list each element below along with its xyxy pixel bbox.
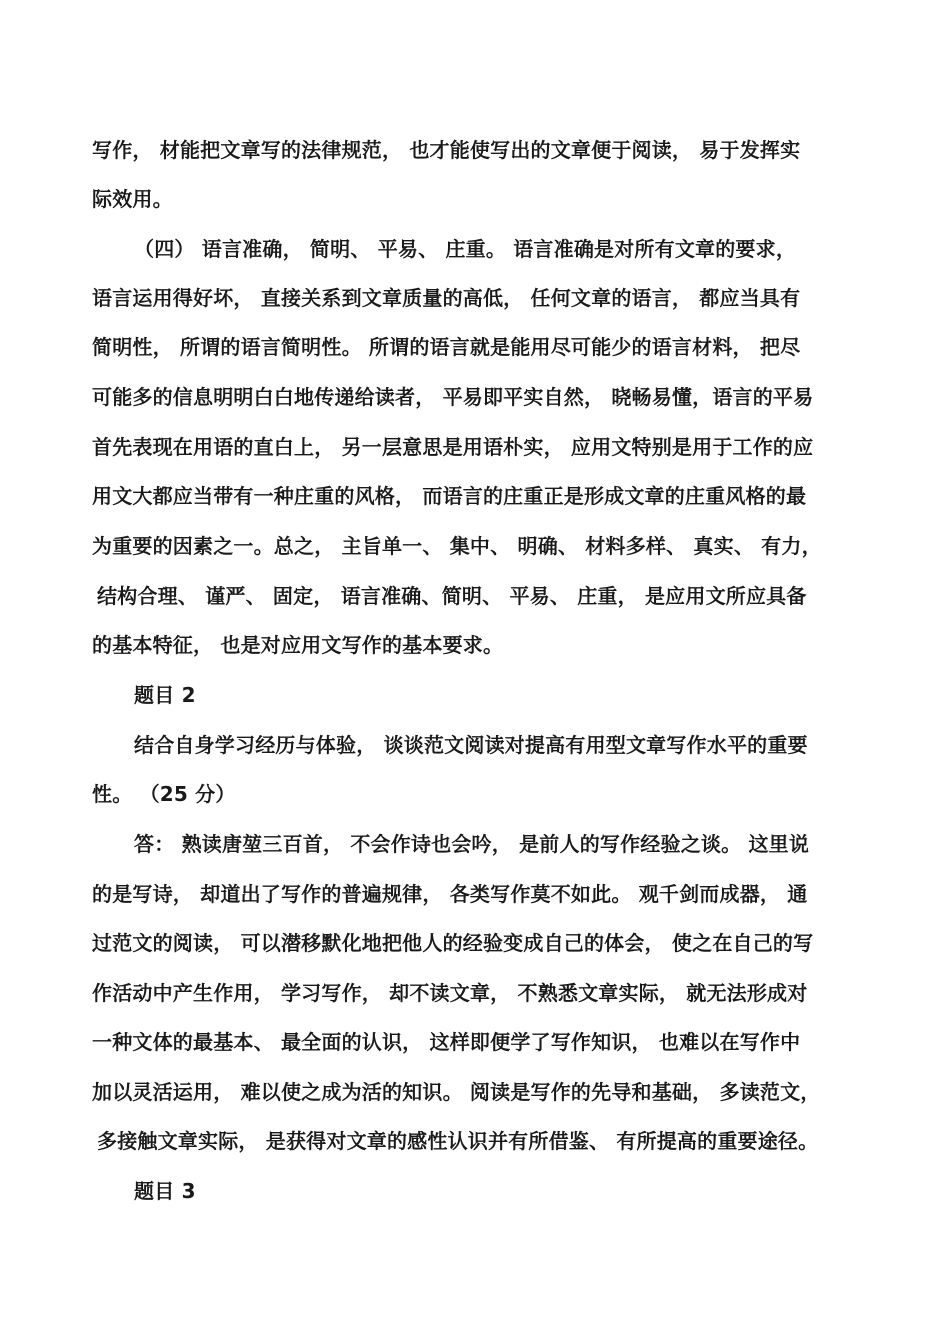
question-text: 结合自身学习经历与体验， 谈谈范文阅读对提高有用型文章写作水平的重要 [134,733,808,757]
question-title: 题目 2 [134,683,196,707]
text-line: 的基本特征， 也是对应用文写作的基本要求。 [92,633,504,657]
text-line: 简明性， 所谓的语言简明性。 所谓的语言就是能用尽可能少的语言材料， 把尽 [92,335,801,359]
text-line: 首先表现在用语的直白上， 另一层意思是用语朴实， 应用文特别是用于工作的应 [92,435,814,459]
answer-text: 答： 熟读唐堃三百首， 不会作诗也会吟， 是前人的写作经验之谈。 这里说 [134,832,810,856]
text-line: 可能多的信息明明白白地传递给读者， 平易即平实自然， 晓畅易懂，语言的平易 [92,385,814,409]
text-line: 用文大都应当带有一种庄重的风格， 而语言的庄重正是形成文章的庄重风格的最 [92,484,807,508]
question-title: 题目 3 [134,1179,196,1203]
text-line: 写作， 材能把文章写的法律规范， 也才能使写出的文章便于阅读， 易于发挥实 [92,138,801,162]
answer-text: 过范文的阅读， 可以潜移默化地把他人的经验变成自己的体会， 使之在自己的写 [92,931,814,955]
answer-text: 多接触文章实际， 是获得对文章的感性认识并有所借鉴、 有所提高的重要途径。 [97,1129,819,1153]
answer-text: 加以灵活运用， 难以使之成为活的知识。 阅读是写作的先导和基础， 多读范文， [92,1080,821,1104]
answer-text: 一种文体的最基本、 最全面的认识， 这样即便学了写作知识， 也难以在写作中 [92,1030,801,1054]
answer-text: 作活动中产生作用， 学习写作， 却不读文章， 不熟悉文章实际， 就无法形成对 [92,981,808,1005]
text-line: 语言运用得好坏， 直接关系到文章质量的高低， 任何文章的语言， 都应当具有 [92,286,801,310]
question-text: 性。 （25 分） [92,782,236,806]
paragraph-heading: （四） 语言准确， 简明、 平易、 庄重。 语言准确是对所有文章的要求， [134,237,797,261]
text-line: 际效用。 [92,187,173,211]
text-line: 为重要的因素之一。总之， 主旨单一、 集中、 明确、 材料多样、 真实、 有力， [92,534,822,558]
answer-text: 的是写诗， 却道出了写作的普遍规律， 各类写作莫不如此。 观千剑而成器， 通 [92,882,808,906]
text-line: 结构合理、 谨严、 固定， 语言准确、简明、 平易、 庄重， 是应用文所应具备 [97,584,807,608]
